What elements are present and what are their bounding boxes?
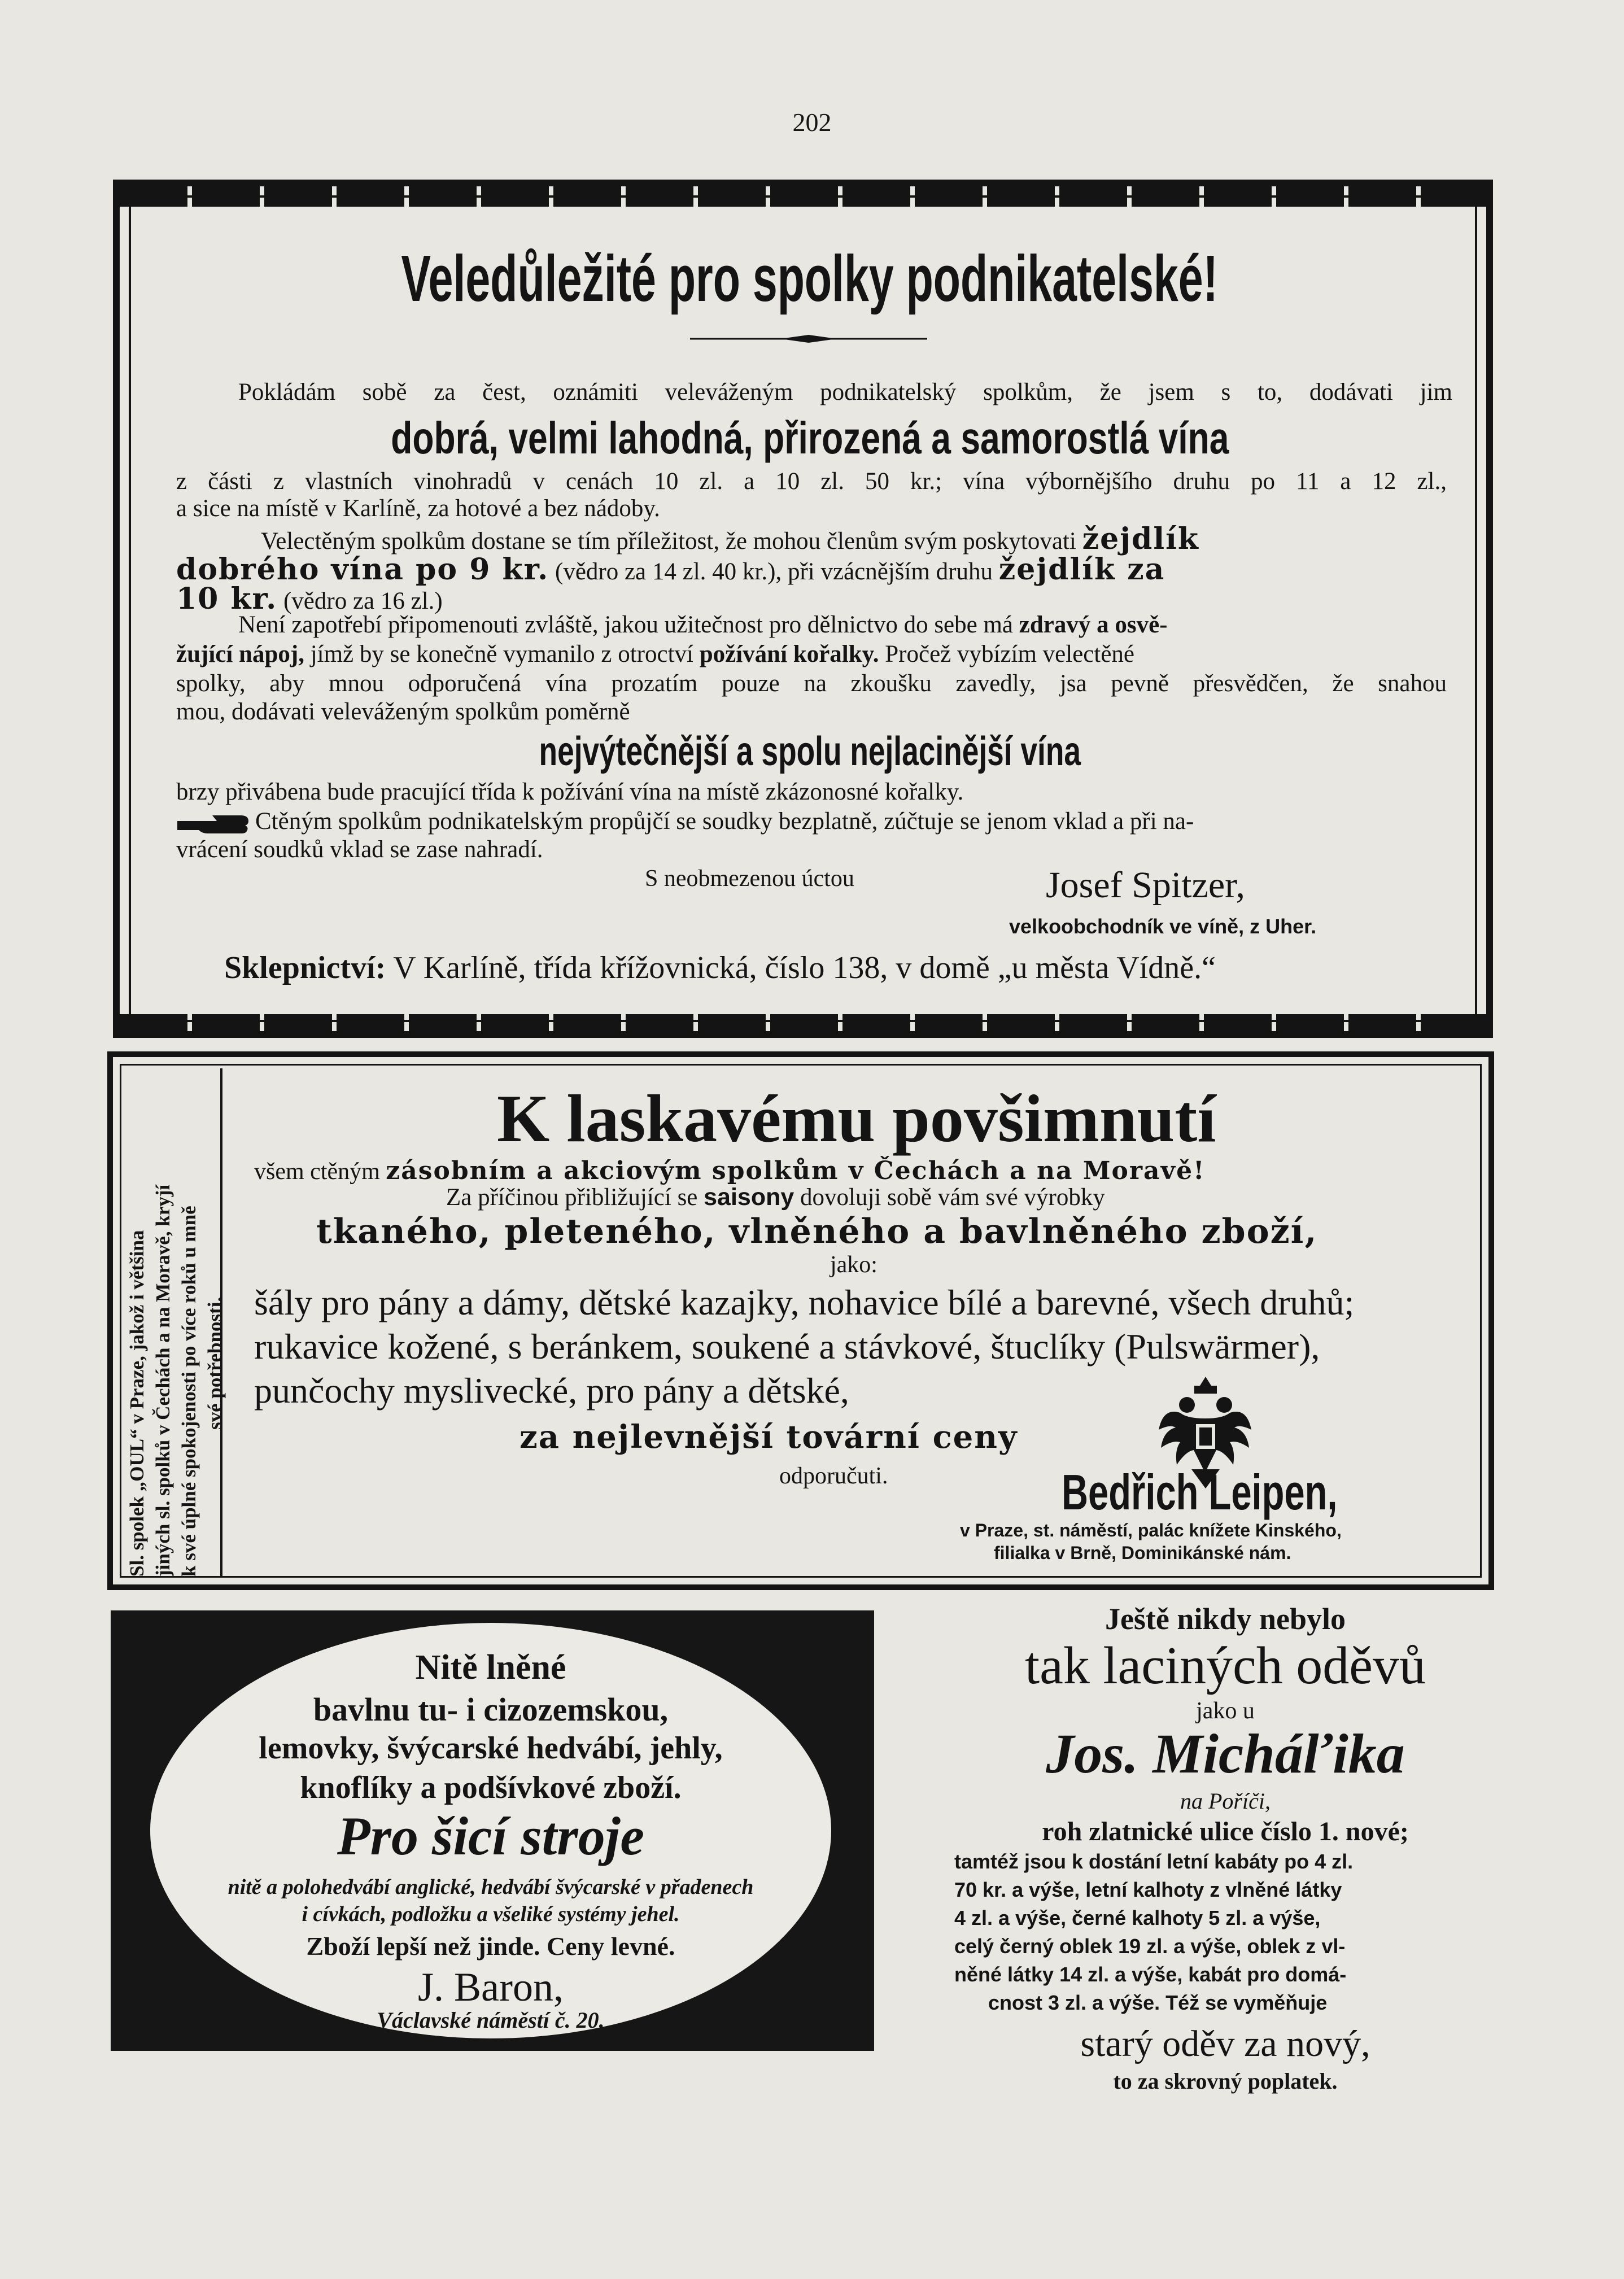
ad1-line6: (vědro za 16 zl.) — [283, 588, 443, 614]
ad3-line7: i cívkách, podložku a všeliké systémy jehel. — [302, 1902, 680, 1926]
ad4-line7: 70 kr. a výše, letní kalhoty z vlněné látky — [954, 1878, 1342, 1901]
ad4-line12: starý oděv za nový, — [1080, 2023, 1370, 2064]
ad1-line11: brzy přivábena bude pracující třída k požívání vína na místě zkázonosné kořalky. — [176, 779, 964, 805]
ad1-line13: vrácení soudků vklad se zase nahradí. — [176, 836, 543, 863]
ad1-closing: S neobmezenou úctou — [645, 866, 854, 892]
ad3-line4: knoflíky a podšívkové zboží. — [300, 1770, 682, 1805]
ad1-headline: Veledůležité pro spolky podnikatelské! — [401, 242, 1219, 315]
ad4-line2: tak laciných oděvů — [1025, 1636, 1426, 1695]
ad2-season: saisony — [704, 1184, 794, 1211]
ad4-line4: na Poříči, — [1180, 1788, 1271, 1814]
ad3-sewing-machines: Pro šicí stroje — [337, 1806, 644, 1866]
ad1-healthy-drink: zdravý a osvě- — [1019, 612, 1168, 638]
ad4-merchant-name: Jos. Micháľika — [1046, 1722, 1405, 1785]
sidebar-line: své potřebnosti. — [204, 1296, 226, 1430]
ad1-liquor: požívání kořalky. — [699, 641, 879, 667]
ad1-line8: jímž by se konečně vymanilo z otroctví — [310, 641, 693, 667]
ad1-line5: (vědro za 14 zl. 40 kr.), při vzácnějším druhu — [555, 558, 993, 585]
ad4-line9: celý černý oblek 19 zl. a výše, oblek z vl- — [954, 1935, 1346, 1958]
ad3-address: Václavské náměstí č. 20. — [377, 2007, 605, 2033]
ornament-divider — [690, 333, 927, 344]
ad1-cellar-label: Sklepnictví: — [224, 950, 386, 985]
ad1-line7: Není zapotřebí připomenouti zvláště, jakou užitečnost pro dělnictvo do sebe má — [238, 612, 1014, 638]
ad3-signature: J. Baron, — [418, 1964, 564, 2010]
ad2-goods: tkaného, pleteného, vlněného a bavlněného zboží, — [316, 1212, 1318, 1251]
ad1-wine-slogan-2: nejvýtečnější a spolu nejlacinější vína — [539, 729, 1081, 774]
ad2-line2: Za příčinou přibližující se — [446, 1184, 698, 1211]
ad3-line2: bavlnu tu- i cizozemskou, — [313, 1691, 669, 1728]
ad1-line10: mou, dodávati veleváženým spolkům poměrně — [176, 698, 630, 725]
oval-frame — [150, 1623, 831, 2038]
ad2-headline: K laskavému povšimnutí — [497, 1081, 1216, 1156]
ad1-zejdlik: žejdlík — [1082, 522, 1199, 556]
sewing-supplies-advertisement — [111, 1610, 874, 2051]
ad4-line11: cnost 3 zl. a výše. Též se vyměňuje — [988, 1991, 1328, 2014]
ad1-price-10kr: 10 kr. — [176, 582, 278, 616]
ad3-line3: lemovky, švýcarské hedvábí, jehly, — [259, 1731, 723, 1766]
ad1-cellar-address: V Karlíně, třída křížovnická, číslo 138, v domě „u města Vídně.“ — [393, 950, 1216, 985]
sidebar-line: k své úplné spokojenosti po více roků u mně — [178, 1206, 200, 1577]
ad1-refreshing: žující nápoj, — [176, 641, 304, 667]
ad4-line5: roh zlatnické ulice číslo 1. nové; — [1042, 1817, 1409, 1846]
ad2-such-as: jako: — [830, 1252, 878, 1278]
ad3-line8: Zboží lepší než jinde. Ceny levné. — [306, 1932, 675, 1961]
ad4-line3: jako u — [1196, 1698, 1255, 1724]
ad1-line4: Velectěným spolkům dostane se tím příležitost, že mohou členům svým poskytovati — [261, 528, 1076, 555]
pointing-hand-icon — [176, 813, 250, 836]
ad1-wine-slogan: dobrá, velmi lahodná, přirozená a samorostlá vína — [390, 413, 1229, 463]
ad1-signature-title: velkoobchodník ve víně, z Uher. — [1009, 915, 1317, 938]
textile-advertisement — [107, 1051, 1494, 1590]
ad4-line13: to za skrovný poplatek. — [1113, 2068, 1338, 2094]
reference-sidebar — [124, 1068, 226, 1577]
ad2-line2-end: dovoluji sobě vám své výrobky — [800, 1184, 1105, 1211]
ad2-signature: Bedřich Leipen, — [1062, 1464, 1338, 1520]
ad2-line6: rukavice kožené, s beránkem, soukené a stávkové, štuclíky (Pulswärmer), — [254, 1326, 1320, 1366]
page-number: 202 — [792, 108, 832, 137]
ad2-address-2: filialka v Brně, Dominikánské nám. — [994, 1543, 1291, 1563]
ad2-recommend: odporučuti. — [779, 1463, 888, 1489]
ad3-line1: Nitě lněné — [415, 1648, 566, 1687]
ad1-line9: spolky, aby mnou odporučená vína prozatím pouze na zkoušku zavedly, jsa pevně přesvědčen, že snahou — [176, 670, 1447, 697]
sidebar-line: Sl. spolek „OUL“ v Praze, jakož i většina — [126, 1230, 148, 1577]
ad2-line5: šály pro pány a dámy, dětské kazajky, nohavice bílé a barevné, všech druhů; — [254, 1282, 1355, 1322]
ad4-line1: Ještě nikdy nebylo — [1105, 1602, 1346, 1636]
ad1-line8-end: Pročež vybízím velectěné — [885, 641, 1135, 667]
wine-advertisement — [113, 180, 1493, 1038]
ad2-address-1: v Praze, st. náměstí, palác knížete Kinského, — [960, 1520, 1342, 1540]
ad1-zejdlik-za: žejdlík za — [998, 552, 1165, 587]
ad4-line8: 4 zl. a výše, černé kalhoty 5 zl. a výše, — [954, 1906, 1321, 1929]
clothing-advertisement — [932, 1601, 1519, 2098]
ad4-line6: tamtéž jsou k dostání letní kabáty po 4 zl. — [954, 1850, 1354, 1873]
ad1-price-9kr: dobrého vína po 9 kr. — [176, 552, 549, 587]
ad4-line10: něné látky 14 zl. a výše, kabát pro domá- — [954, 1963, 1347, 1986]
ad2-cooperatives: zásobním a akciovým spolkům v Čechách a na Moravě! — [386, 1156, 1206, 1185]
ad1-signature: Josef Spitzer, — [1046, 865, 1245, 906]
ad1-line12: Ctěným spolkům podnikatelským propůjčí se soudky bezplatně, zúčtuje se jenom vklad a při na- — [255, 808, 1194, 835]
ad3-line6: nitě a polohedvábí anglické, hedvábí švýcarské v přadenech — [228, 1875, 754, 1899]
ad2-line1-start: všem ctěným — [254, 1159, 380, 1185]
ad1-line1: Pokládám sobě za čest, oznámiti veleváženým podnikatelský spolkům, že jsem s to, dodávati jim — [238, 379, 1452, 405]
sidebar-line: jiných sl. spolků v Čechách a na Moravě, kryjí — [152, 1184, 174, 1577]
ad1-line3: a sice na místě v Karlíně, za hotové a bez nádoby. — [176, 495, 660, 522]
ad2-line7: punčochy myslivecké, pro pány a dětské, — [254, 1370, 849, 1411]
ad1-line2: z části z vlastních vinohradů v cenách 10 zl. a 10 zl. 50 kr.; vína výbornějšího druhu po 11 a 12 zl., — [176, 468, 1447, 495]
ad2-factory-prices: za nejlevnější tovární ceny — [519, 1418, 1018, 1456]
